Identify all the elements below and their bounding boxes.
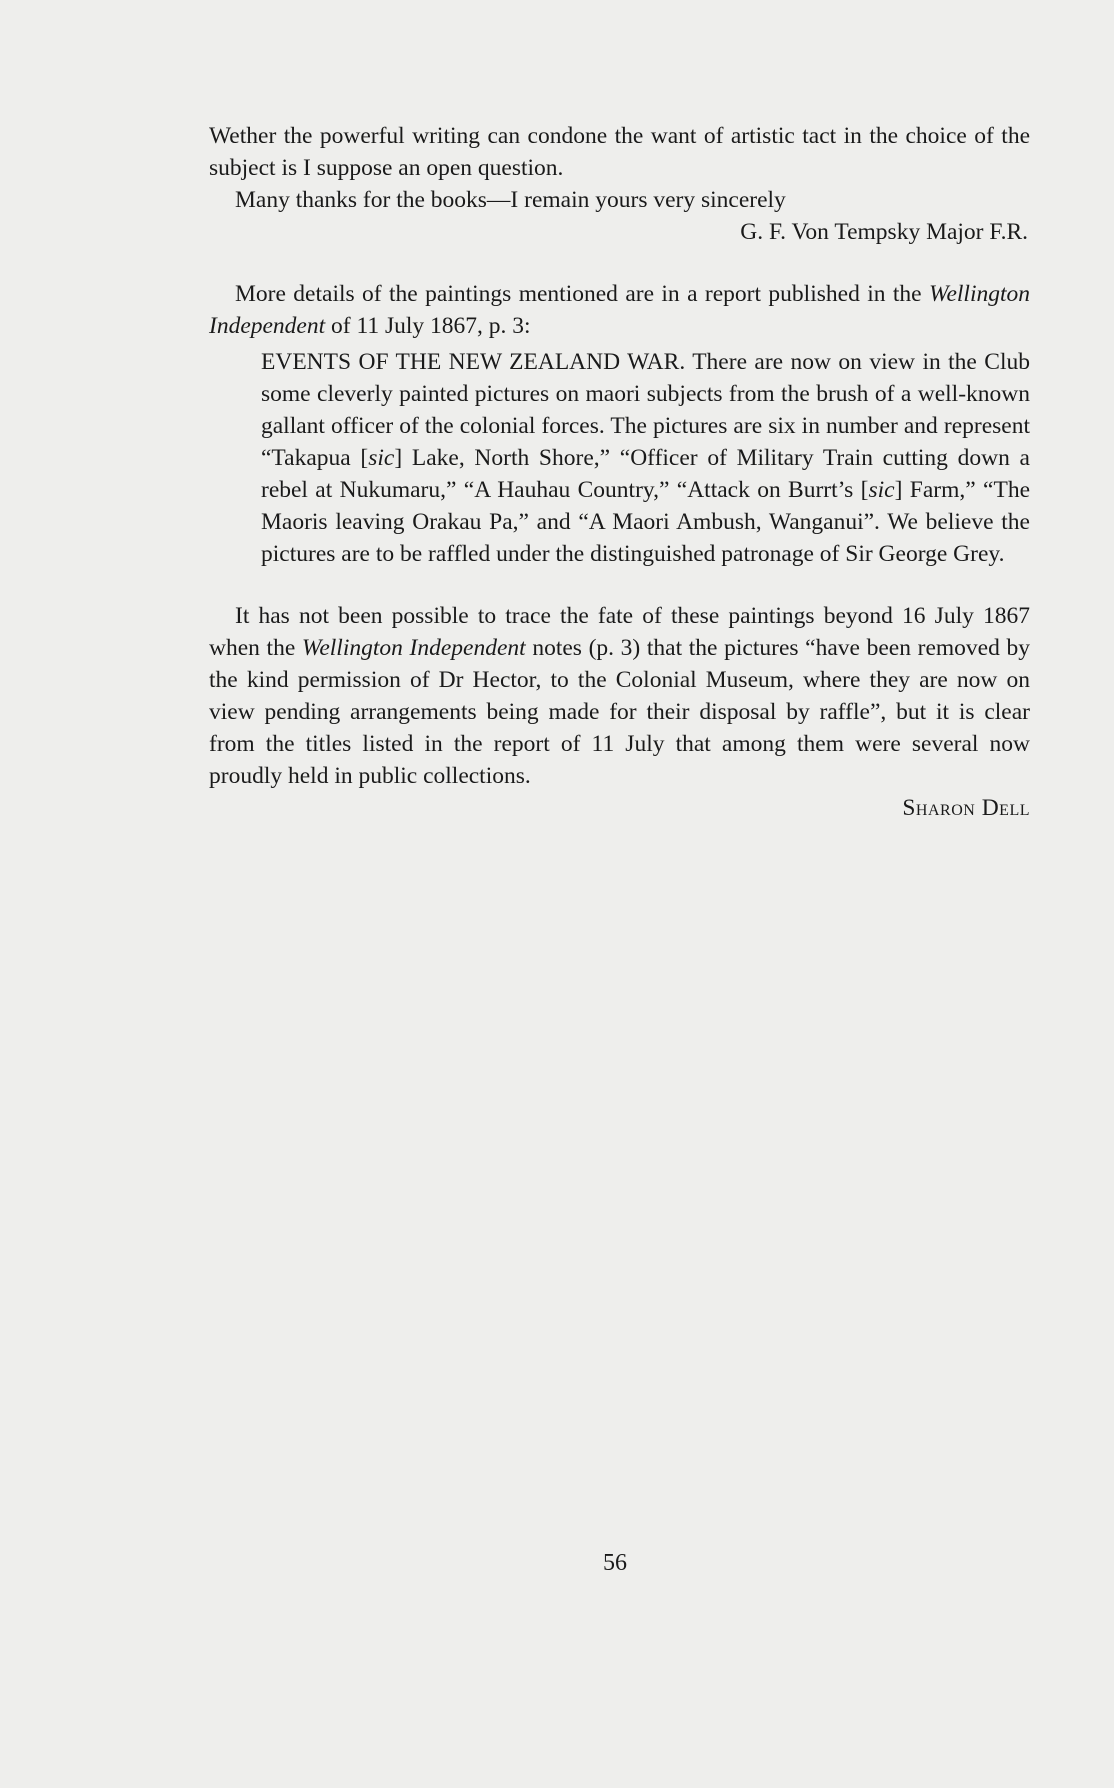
quote-text-a: There are now on view in the Club some cleverly painted pictures on maori subjects from the brush of a well-known gallant officer of the colonial forces. The pictures are six in number and represent “Takapua [: [261, 349, 1030, 471]
spacer: [209, 570, 1030, 600]
intro-text-after: of 11 July 1867, p. 3:: [325, 313, 531, 339]
quote-paragraph: [261, 346, 1030, 570]
quote-sic-1: sic: [368, 445, 395, 471]
quote-text-c: ] Farm,” “The Maoris leaving Orakau Pa,” and “A Maori Ambush, Wanganui”. We believe the pictures are to be raffled under the distinguished patronage of Sir George Grey.: [261, 477, 1030, 567]
letter-paragraph: [209, 120, 1030, 184]
letter-line-2: Many thanks for the books—I remain yours very sincerely: [235, 187, 786, 213]
letter-line-1: Wether the powerful writing can condone the want of artistic tact in the choice of the subject is I suppose an open question.: [209, 123, 1030, 181]
spacer: [209, 248, 1030, 278]
author-name: Sharon Dell: [902, 795, 1030, 821]
author-byline: [209, 792, 1030, 824]
letter-closing: [209, 184, 1030, 216]
quote-sic-2: sic: [868, 477, 895, 503]
closing-text-b: notes (p. 3) that the pictures “have been removed by the kind permission of Dr Hector, to the Colonial Museum, where they are now on view pending arrangements being made for their disposal by raffle”, but it is clear from the titles listed in the report of 11 July that among them were several now proudly held in public collections.: [209, 635, 1030, 789]
intro-text-before: More details of the paintings mentioned are in a report published in the: [235, 281, 930, 307]
page-number: 56: [603, 1550, 627, 1576]
closing-paragraph: [209, 600, 1030, 792]
quote-heading: EVENTS OF THE NEW ZEALAND WAR.: [261, 349, 686, 375]
closing-newspaper-title: Wellington Independent: [301, 635, 526, 661]
quote-text-b: ] Lake, North Shore,” “Officer of Military Train cutting down a rebel at Nukumaru,” “A Hauhau Country,” “Attack on Burrt’s [: [261, 445, 1030, 503]
letter-signature: [209, 216, 1030, 248]
block-quote: [261, 346, 1030, 570]
signature-text: G. F. Von Tempsky Major F.R.: [740, 219, 1028, 245]
closing-text-a: It has not been possible to trace the fate of these paintings beyond 16 July 1867 when the: [209, 603, 1030, 661]
intro-newspaper-title: Wellington Independent: [209, 281, 1030, 339]
intro-paragraph: [209, 278, 1030, 342]
article-body: [209, 120, 1030, 824]
